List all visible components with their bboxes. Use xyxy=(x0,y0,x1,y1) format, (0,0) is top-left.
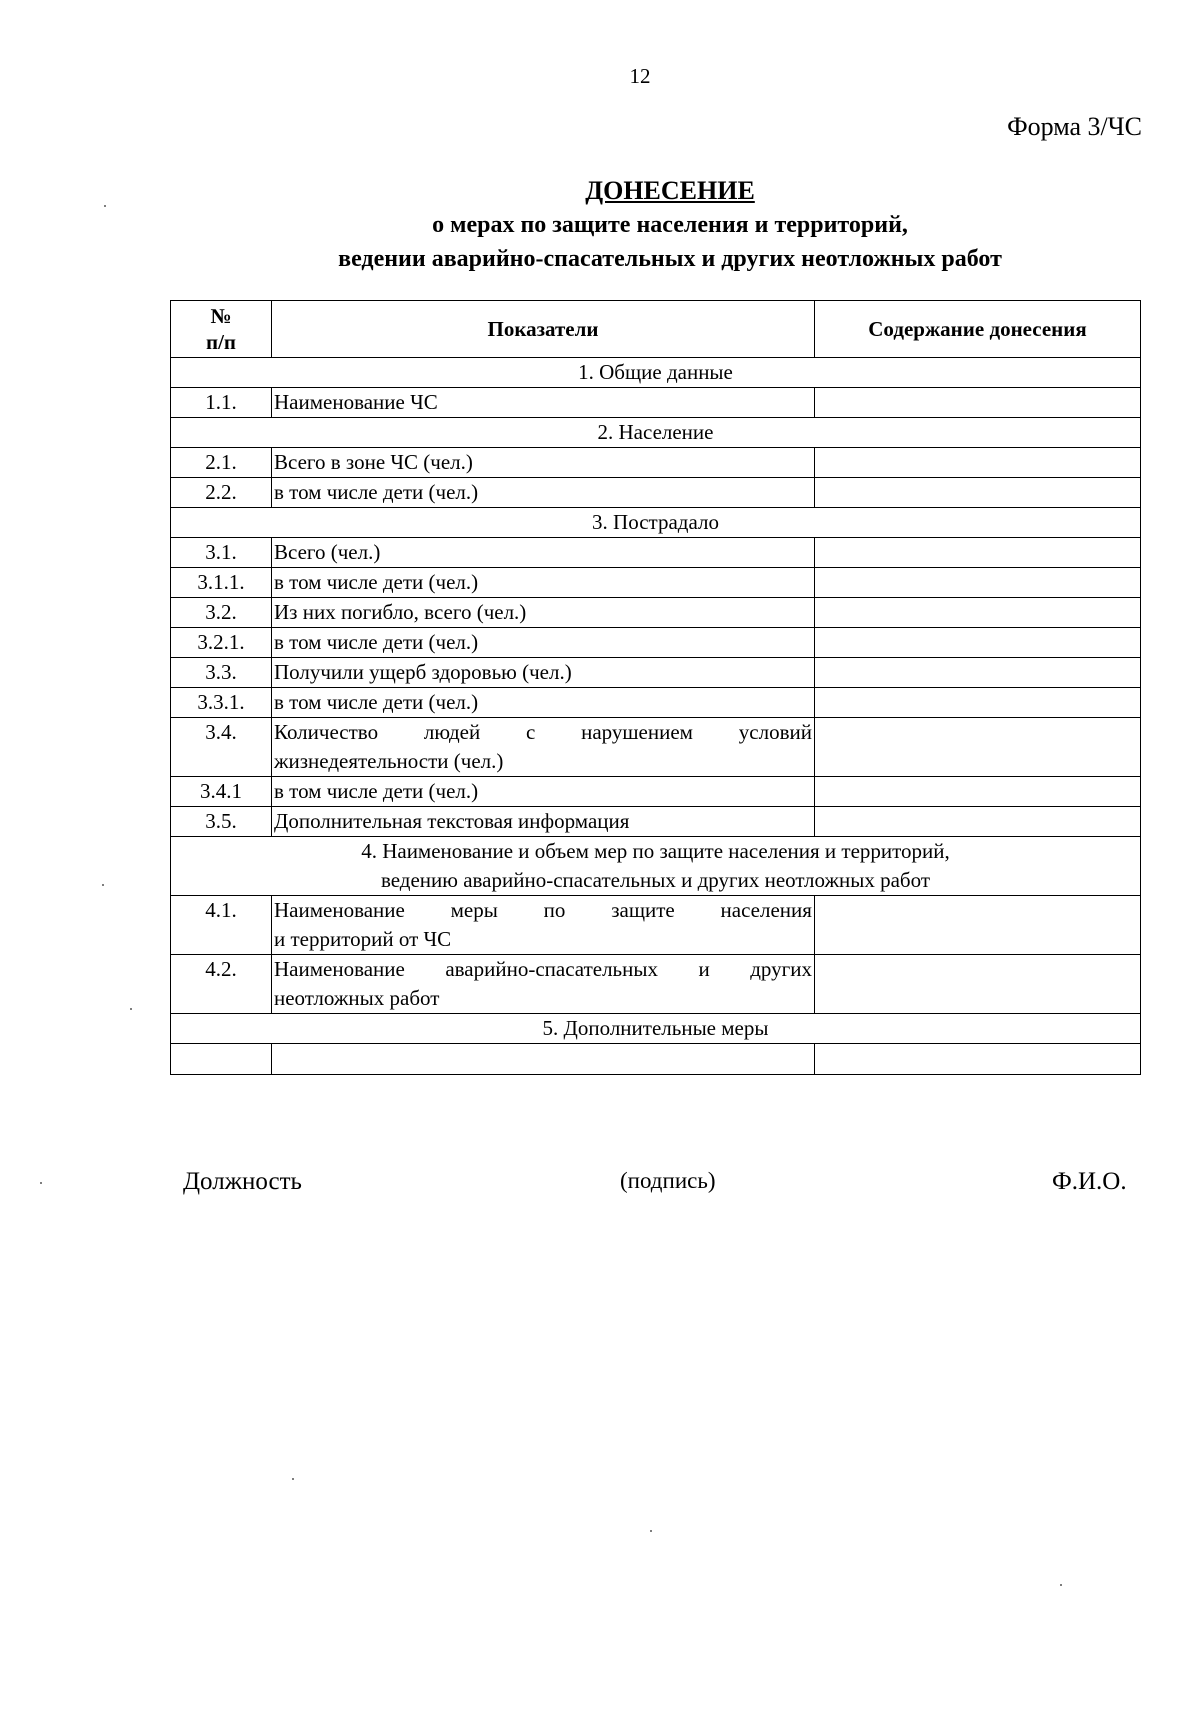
row-content-cell[interactable] xyxy=(815,388,1141,418)
row-indicator xyxy=(272,955,815,1014)
table-row xyxy=(171,896,1141,955)
row-number: 3.4. xyxy=(171,718,272,777)
signature-name-label: Ф.И.О. xyxy=(1052,1168,1127,1195)
table-row xyxy=(171,388,1141,418)
row-content-cell[interactable] xyxy=(815,628,1141,658)
row-content-cell[interactable] xyxy=(815,448,1141,478)
word: аварийно-спасательных xyxy=(445,957,658,981)
section-affected: 3. Пострадало xyxy=(171,508,1141,538)
row-indicator: Получили ущерб здоровью (чел.) xyxy=(272,658,815,688)
row-indicator-line-2: неотложных работ xyxy=(274,986,440,1010)
row-indicator: Из них погибло, всего (чел.) xyxy=(272,598,815,628)
scan-speck xyxy=(1060,1584,1062,1586)
title-line-2: ведении аварийно-спасательных и других неотложных работ xyxy=(338,246,1002,272)
table-header-row xyxy=(171,301,1141,358)
row-indicator-cell[interactable] xyxy=(272,1044,815,1075)
row-number: 3.1. xyxy=(171,538,272,568)
row-number: 1.1. xyxy=(171,388,272,418)
row-content-cell[interactable] xyxy=(815,718,1141,777)
table-row xyxy=(171,807,1141,837)
section-additional-measures: 5. Дополнительные меры xyxy=(171,1014,1141,1044)
section-population: 2. Население xyxy=(171,418,1141,448)
word: Наименование xyxy=(274,898,405,922)
table-row xyxy=(171,568,1141,598)
table-row xyxy=(171,955,1141,1014)
row-content-cell[interactable] xyxy=(815,568,1141,598)
word: нарушением xyxy=(581,720,693,744)
word: Наименование xyxy=(274,957,405,981)
row-indicator-line-1 xyxy=(274,955,812,984)
row-number: 3.3.1. xyxy=(171,688,272,718)
header-number-line-2: п/п xyxy=(205,330,237,354)
row-content-cell[interactable] xyxy=(815,688,1141,718)
word: населения xyxy=(720,898,812,922)
signature-sign-label: (подпись) xyxy=(620,1168,716,1193)
row-content-cell[interactable] xyxy=(815,777,1141,807)
row-indicator: Всего в зоне ЧС (чел.) xyxy=(272,448,815,478)
row-indicator-line-2: жизнедеятельности (чел.) xyxy=(274,749,504,773)
word: по xyxy=(543,898,566,922)
report-table xyxy=(170,300,1141,1075)
scan-speck xyxy=(102,884,104,886)
table-row xyxy=(171,688,1141,718)
table-row xyxy=(171,658,1141,688)
row-number: 3.4.1 xyxy=(171,777,272,807)
word: с xyxy=(526,720,536,744)
row-content-cell[interactable] xyxy=(815,896,1141,955)
row-indicator-line-1 xyxy=(274,718,812,747)
table-row xyxy=(171,718,1141,777)
header-number-line-1: № xyxy=(210,304,232,328)
row-content-cell[interactable] xyxy=(815,658,1141,688)
title-main: ДОНЕСЕНИЕ xyxy=(585,176,755,205)
scan-speck xyxy=(292,1478,294,1480)
row-indicator xyxy=(272,718,815,777)
word: меры xyxy=(450,898,498,922)
title-line-1: о мерах по защите населения и территорий, xyxy=(432,212,908,238)
scan-speck xyxy=(130,1008,132,1010)
header-content: Содержание донесения xyxy=(815,301,1141,358)
table-row xyxy=(171,538,1141,568)
section-protection-measures xyxy=(171,837,1141,896)
table-row xyxy=(171,1044,1141,1075)
word: других xyxy=(750,957,812,981)
table-row xyxy=(171,777,1141,807)
row-indicator xyxy=(272,896,815,955)
section-line-2: ведению аварийно-спасательных и других неотложных работ xyxy=(380,868,931,892)
section-general-data: 1. Общие данные xyxy=(171,358,1141,388)
row-number: 3.1.1. xyxy=(171,568,272,598)
table-row xyxy=(171,478,1141,508)
row-content-cell[interactable] xyxy=(815,478,1141,508)
row-content-cell[interactable] xyxy=(815,598,1141,628)
signature-position-label: Должность xyxy=(183,1168,302,1195)
row-indicator: Дополнительная текстовая информация xyxy=(272,807,815,837)
table-row xyxy=(171,628,1141,658)
row-indicator: в том числе дети (чел.) xyxy=(272,478,815,508)
form-label: Форма 3/ЧС xyxy=(1007,112,1142,141)
row-number: 2.1. xyxy=(171,448,272,478)
row-number: 4.1. xyxy=(171,896,272,955)
word: людей xyxy=(423,720,481,744)
row-content-cell[interactable] xyxy=(815,807,1141,837)
row-indicator: Всего (чел.) xyxy=(272,538,815,568)
document-title xyxy=(170,174,1170,276)
word: условий xyxy=(738,720,812,744)
table-row xyxy=(171,448,1141,478)
header-number xyxy=(171,301,272,358)
row-number: 3.2. xyxy=(171,598,272,628)
row-number: 2.2. xyxy=(171,478,272,508)
word: защите xyxy=(611,898,675,922)
scan-speck xyxy=(104,205,106,207)
row-indicator: в том числе дети (чел.) xyxy=(272,688,815,718)
row-indicator-line-1 xyxy=(274,896,812,925)
table-row xyxy=(171,598,1141,628)
row-content-cell[interactable] xyxy=(815,538,1141,568)
row-indicator: в том числе дети (чел.) xyxy=(272,568,815,598)
section-row xyxy=(171,837,1141,896)
page-number: 12 xyxy=(629,64,651,88)
section-row xyxy=(171,1014,1141,1044)
row-indicator: в том числе дети (чел.) xyxy=(272,628,815,658)
row-number-cell[interactable] xyxy=(171,1044,272,1075)
row-content-cell[interactable] xyxy=(815,1044,1141,1075)
row-number: 3.2.1. xyxy=(171,628,272,658)
word: и xyxy=(698,957,710,981)
scan-speck xyxy=(40,1182,42,1184)
word: Количество xyxy=(274,720,379,744)
row-number: 3.3. xyxy=(171,658,272,688)
row-indicator-line-2: и территорий от ЧС xyxy=(274,927,452,951)
row-number: 3.5. xyxy=(171,807,272,837)
scan-speck xyxy=(650,1530,652,1532)
header-indicators: Показатели xyxy=(272,301,815,358)
section-row xyxy=(171,508,1141,538)
row-indicator: в том числе дети (чел.) xyxy=(272,777,815,807)
section-line-1: 4. Наименование и объем мер по защите населения и территорий, xyxy=(361,839,950,863)
section-row xyxy=(171,418,1141,448)
row-number: 4.2. xyxy=(171,955,272,1014)
section-row xyxy=(171,358,1141,388)
row-content-cell[interactable] xyxy=(815,955,1141,1014)
row-indicator: Наименование ЧС xyxy=(272,388,815,418)
